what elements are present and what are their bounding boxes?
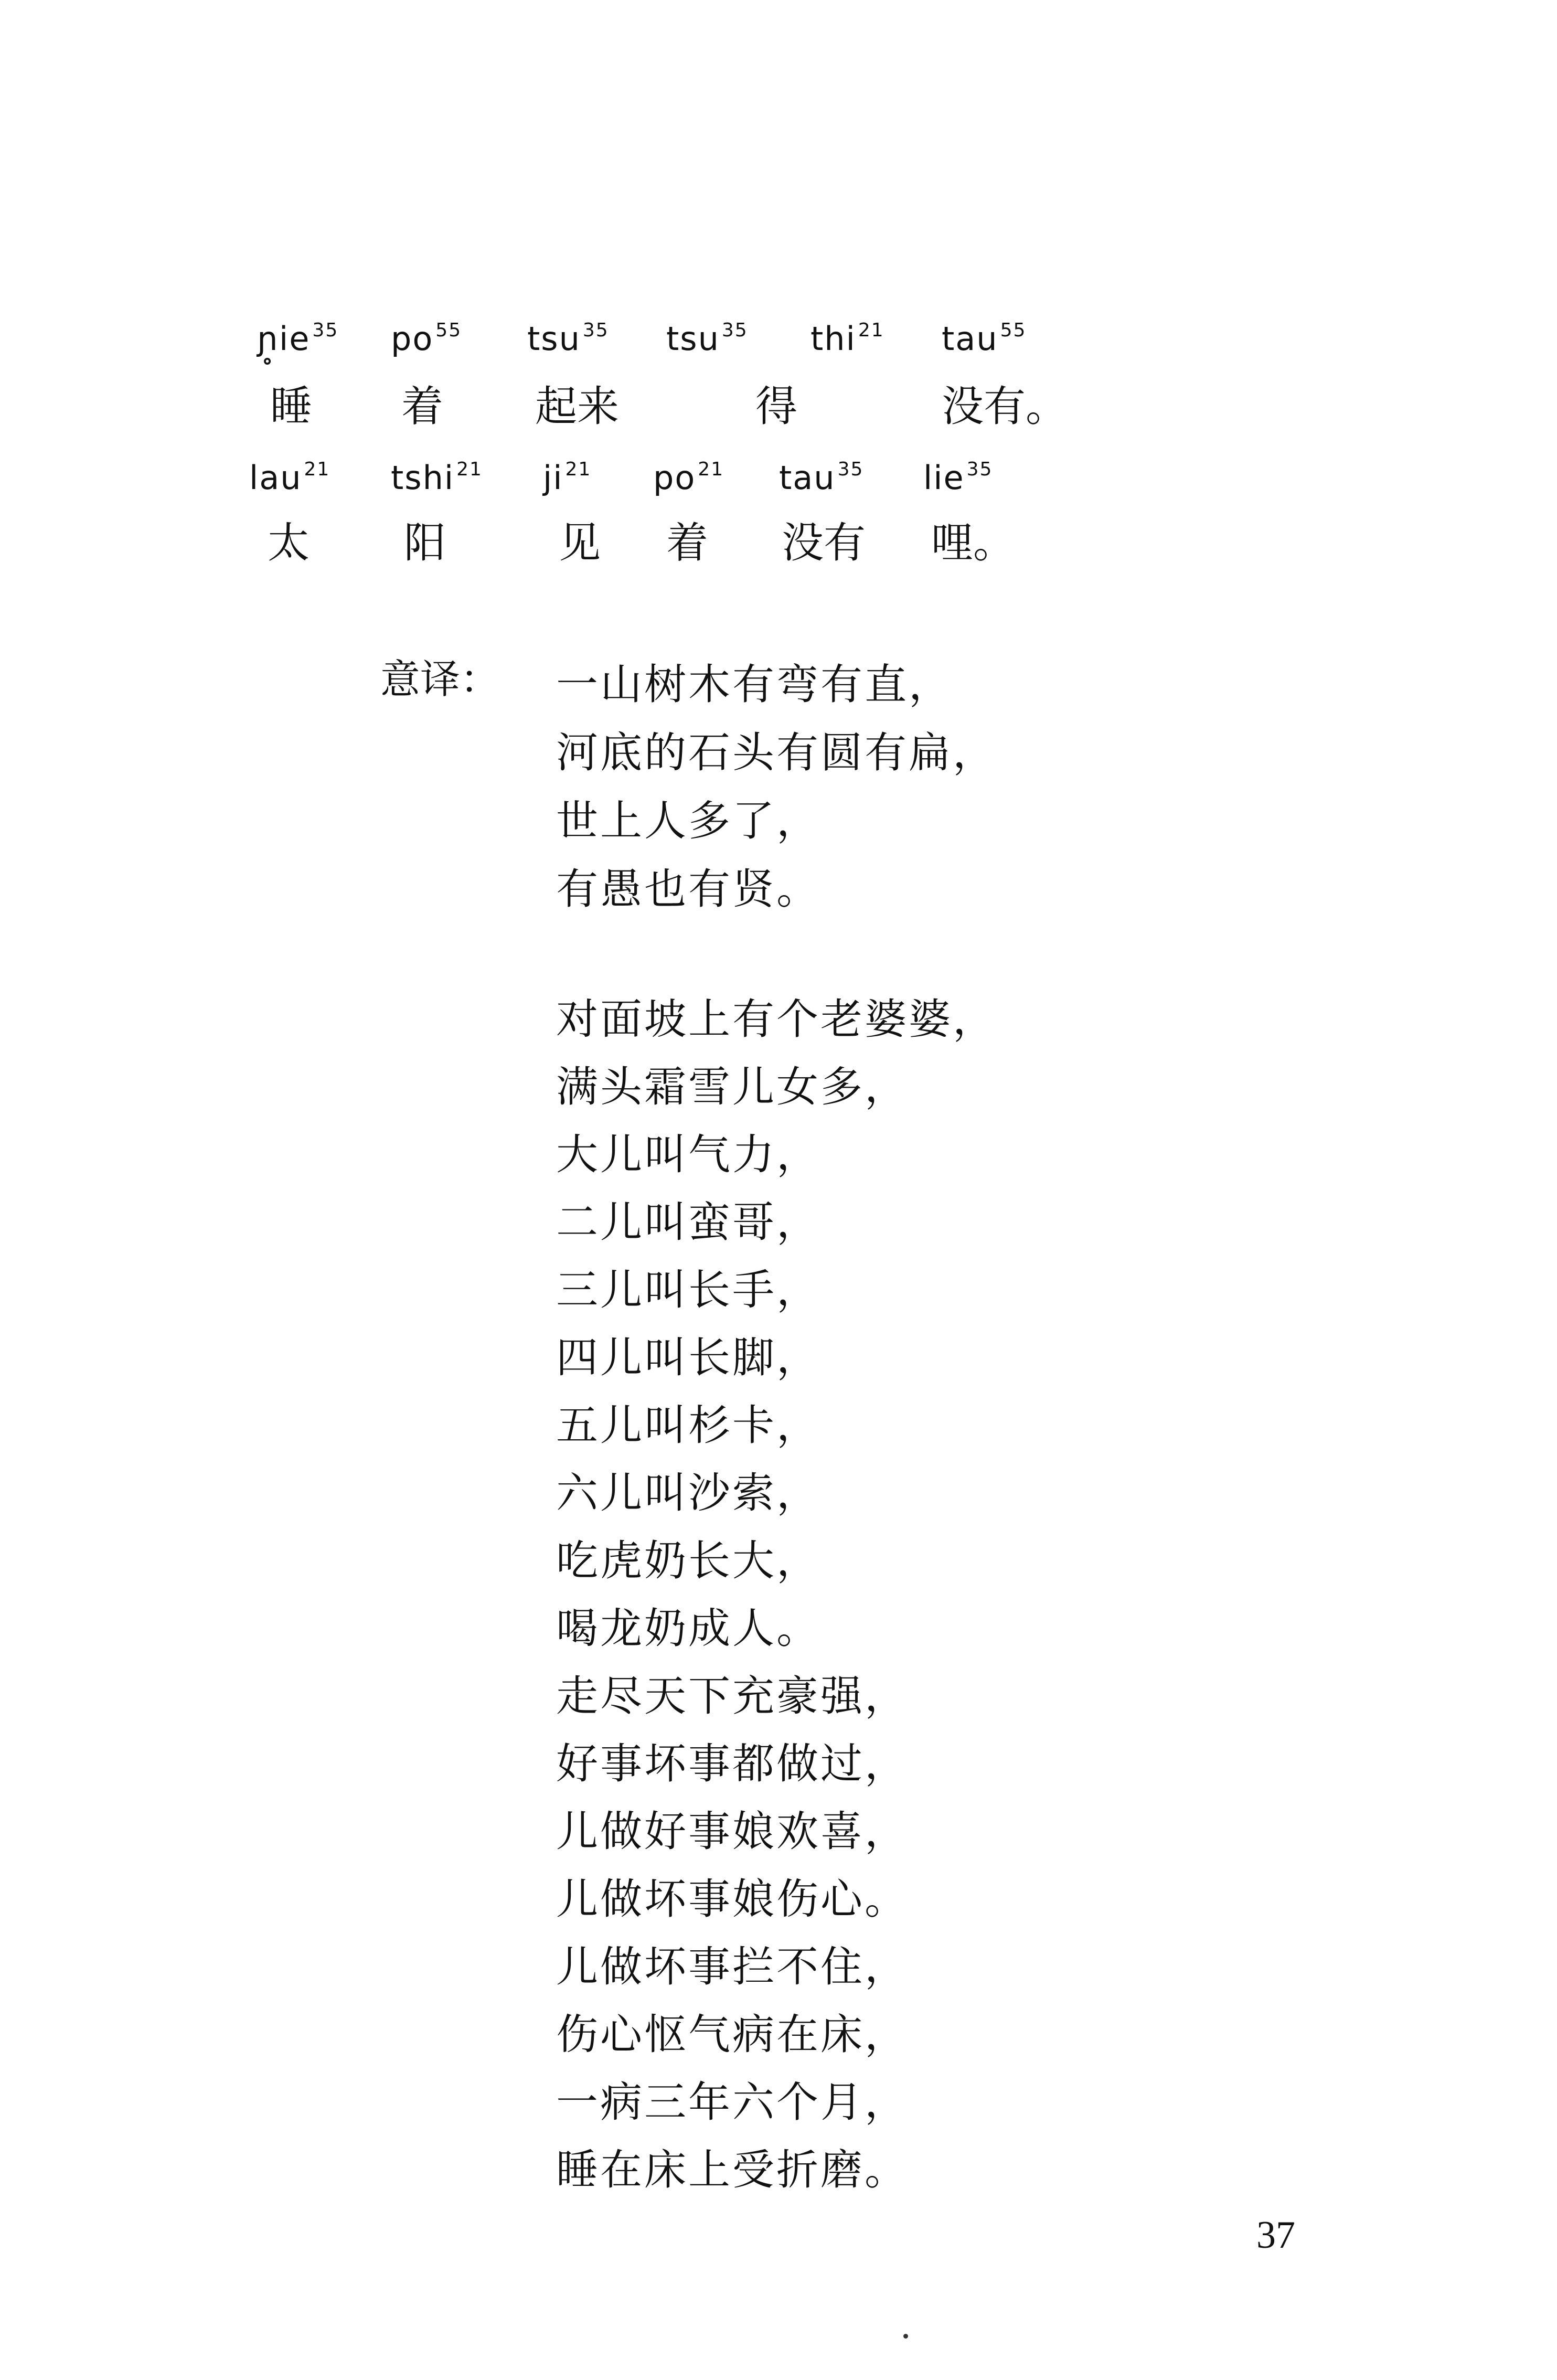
gloss-line-1 bbox=[0, 380, 1557, 443]
poem-line: 对面坡上有个老婆婆， bbox=[556, 995, 997, 1044]
ipa-word: tsu $^{35}$ bbox=[666, 320, 748, 358]
ipa-word: tau $^{35}$ bbox=[779, 459, 864, 497]
poem-line: 好事坏事都做过， bbox=[556, 1739, 909, 1788]
gloss-word: 见 bbox=[559, 518, 601, 567]
gloss-word: 太 bbox=[268, 518, 310, 567]
ipa-word: thi $^{21}$ bbox=[811, 320, 884, 358]
translation-label: 意译： bbox=[380, 656, 500, 703]
poem-line: 五儿叫杉卡， bbox=[556, 1401, 820, 1450]
poem-line: 四儿叫长脚， bbox=[556, 1333, 820, 1382]
gloss-word: 没有 bbox=[782, 518, 866, 567]
poem-line: 六儿叫沙索， bbox=[556, 1469, 820, 1517]
poem-line: 吃虎奶长大， bbox=[556, 1536, 820, 1585]
poem-line: 一山树木有弯有直， bbox=[556, 660, 953, 709]
ipa-word: tshi $^{21}$ bbox=[391, 459, 483, 497]
poem-line: 一病三年六个月， bbox=[556, 2078, 909, 2127]
poem-line: 满头霜雪儿女多， bbox=[556, 1062, 909, 1111]
ipa-line-2 bbox=[0, 449, 1557, 512]
gloss-word: 睡 bbox=[270, 382, 312, 431]
ipa-line-1 bbox=[0, 310, 1557, 373]
poem-line: 世上人多了， bbox=[556, 796, 820, 845]
ipa-word: po $^{55}$ bbox=[391, 320, 462, 358]
poem-line: 伤心怄气病在床， bbox=[556, 2010, 909, 2059]
poem-line: 儿做坏事娘伤心。 bbox=[556, 1875, 909, 1924]
poem-line: 大儿叫气力， bbox=[556, 1130, 820, 1179]
ipa-word: po $^{21}$ bbox=[653, 459, 724, 497]
ipa-word: tsu $^{35}$ bbox=[527, 320, 609, 358]
page-number: 37 bbox=[1256, 2214, 1295, 2257]
poem-stanza-2 bbox=[556, 985, 997, 2204]
poem-line: 走尽天下充豪强， bbox=[556, 1672, 909, 1720]
poem-line: 有愚也有贤。 bbox=[556, 865, 820, 913]
poem-line: 河底的石头有圆有扁， bbox=[556, 728, 997, 777]
gloss-word: 哩。 bbox=[931, 518, 1015, 567]
poem-line: 三儿叫长手， bbox=[556, 1266, 820, 1314]
poem-line: 儿做坏事拦不住， bbox=[556, 1942, 909, 1991]
poem-line: 喝龙奶成人。 bbox=[556, 1604, 820, 1653]
gloss-word: 着 bbox=[666, 518, 708, 567]
ipa-word: ɲ̥ie $^{35}$ bbox=[257, 320, 339, 358]
ipa-word: lau $^{21}$ bbox=[249, 459, 330, 497]
poem-stanza-1 bbox=[556, 651, 997, 923]
poem-line: 儿做好事娘欢喜， bbox=[556, 1807, 909, 1856]
poem-line: 二儿叫蛮哥， bbox=[556, 1198, 820, 1247]
gloss-word: 起来 bbox=[535, 382, 619, 431]
ipa-word: ji $^{21}$ bbox=[543, 459, 592, 497]
ipa-word: tau $^{55}$ bbox=[942, 320, 1027, 358]
print-speck bbox=[903, 2334, 908, 2339]
poem-line: 睡在床上受折磨。 bbox=[556, 2145, 909, 2194]
gloss-word: 阳 bbox=[404, 518, 446, 567]
ipa-word: lie $^{35}$ bbox=[923, 459, 993, 497]
gloss-word: 得 bbox=[755, 382, 797, 431]
gloss-line-2 bbox=[0, 517, 1557, 580]
gloss-word: 着 bbox=[401, 382, 443, 431]
gloss-word: 没有。 bbox=[942, 382, 1068, 431]
